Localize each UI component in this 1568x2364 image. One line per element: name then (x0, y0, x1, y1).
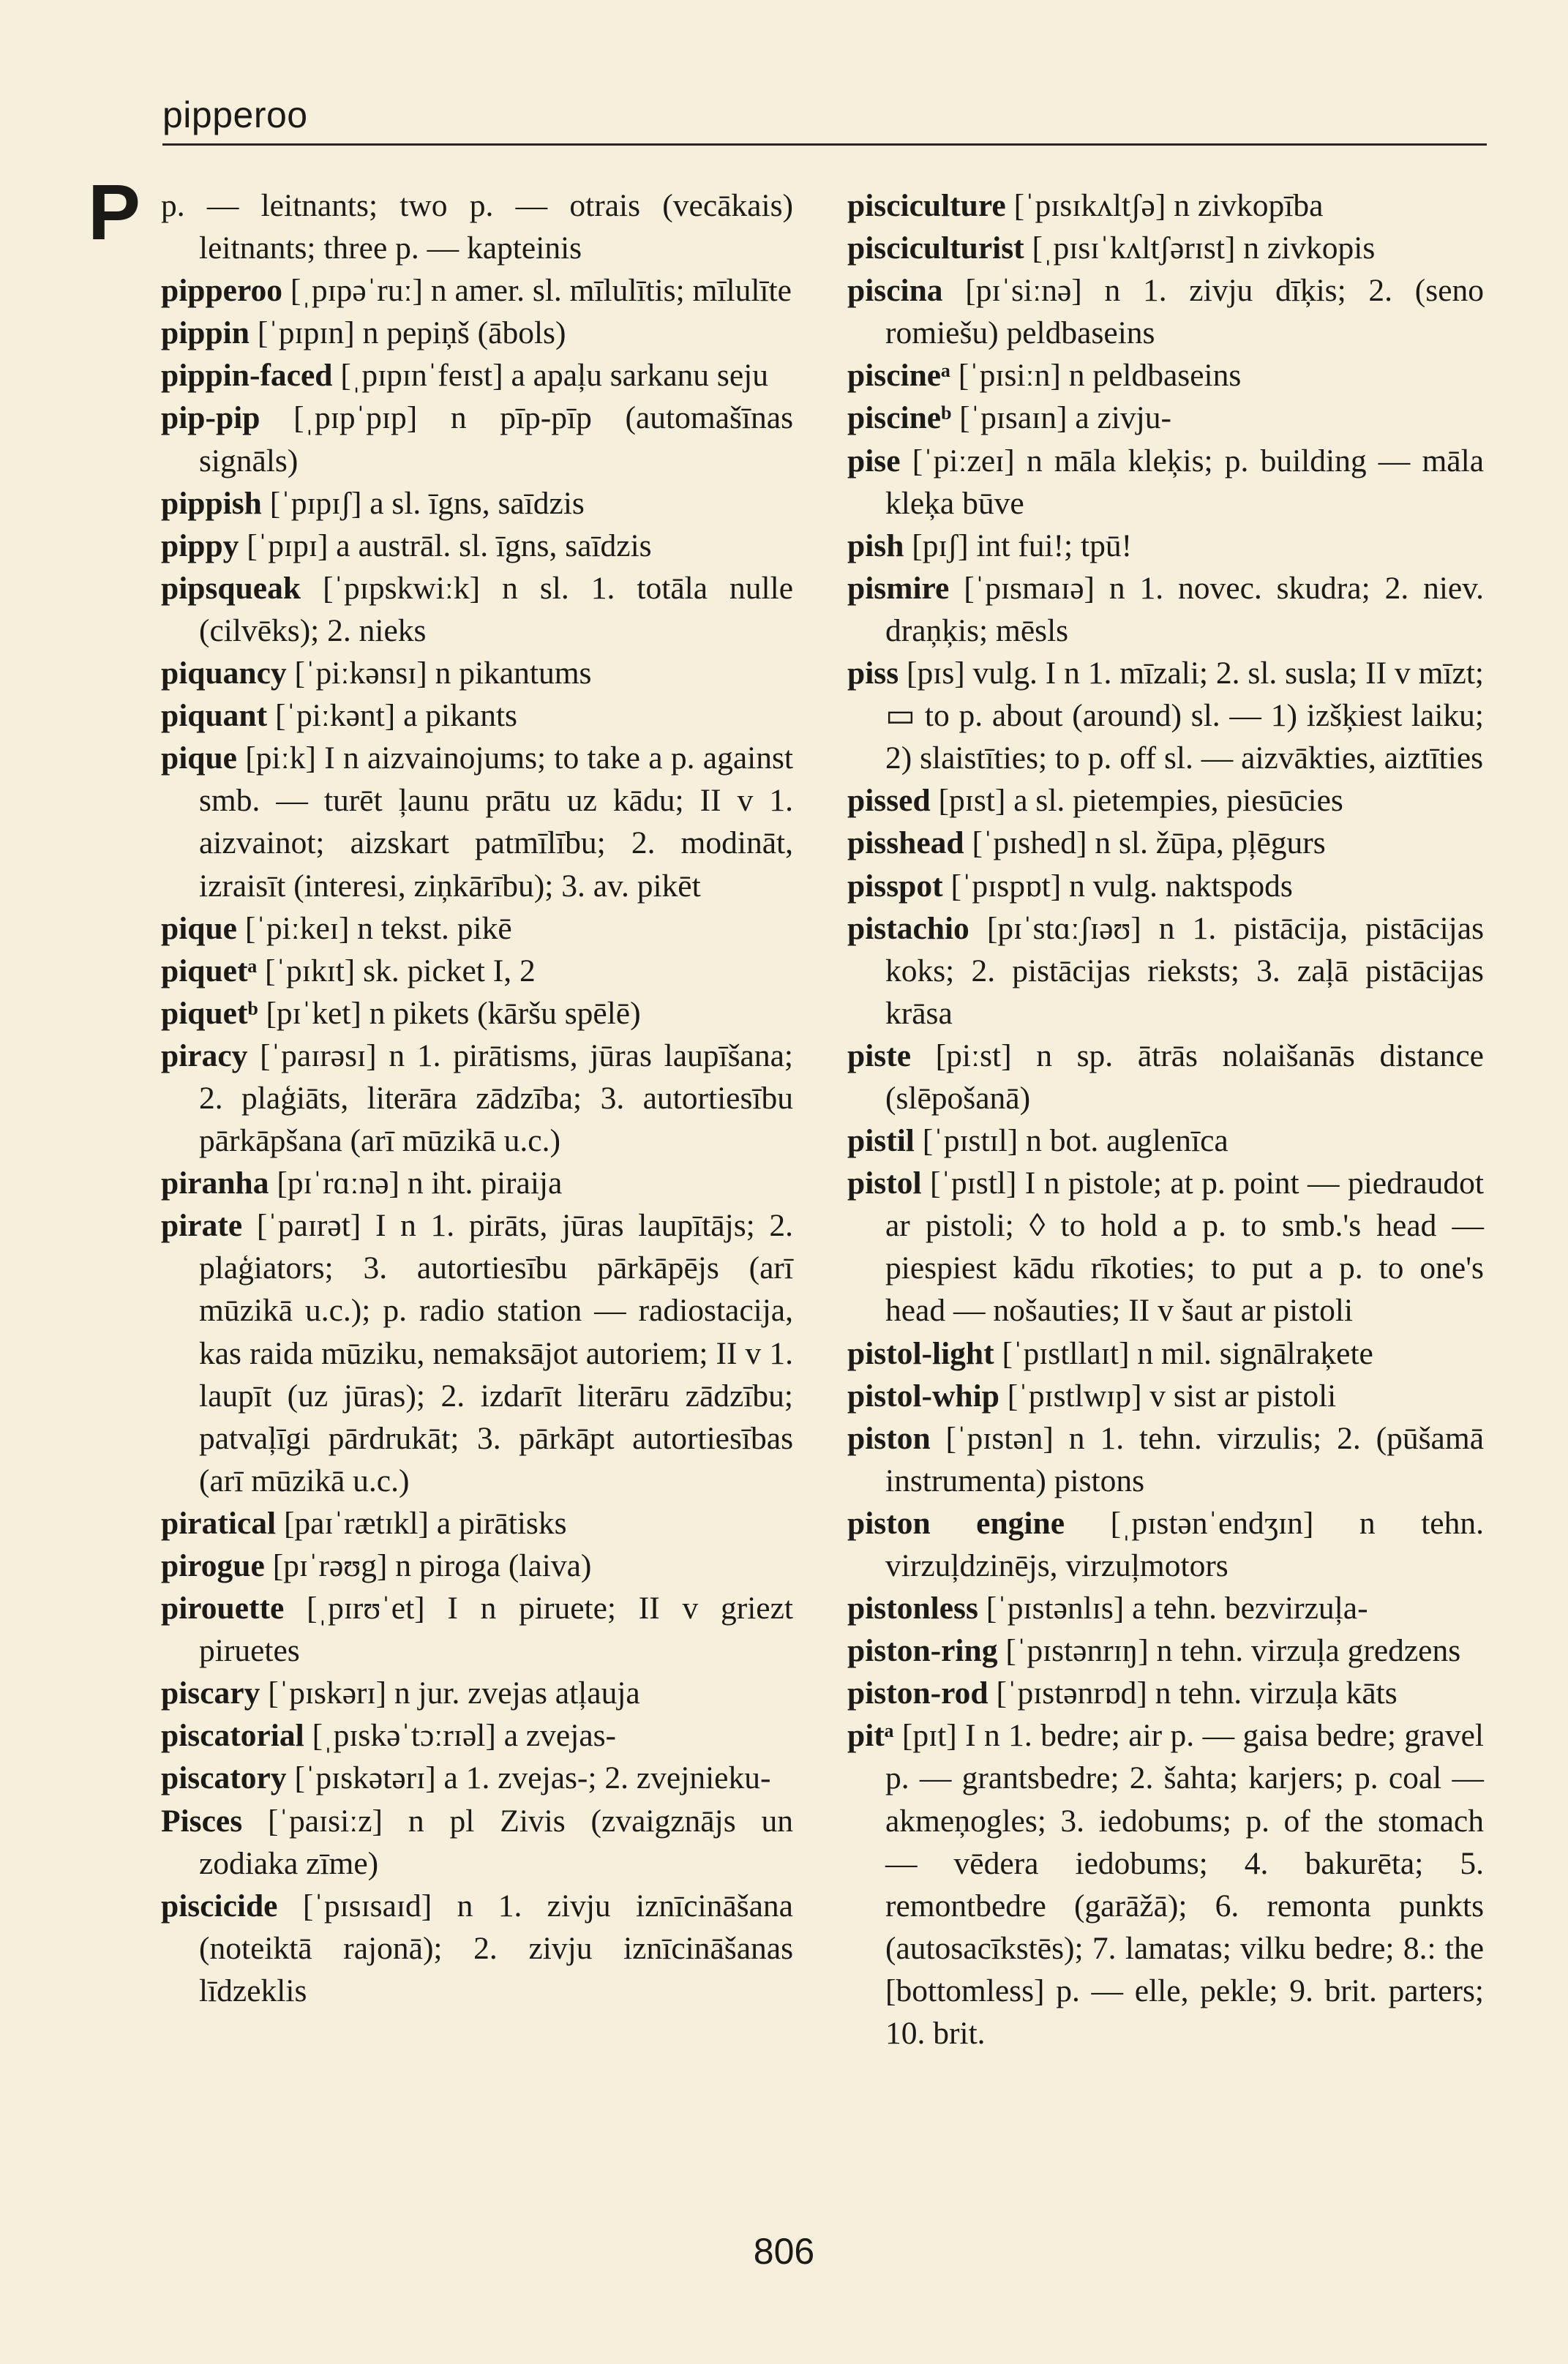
entry-headword: piscineᵇ (847, 400, 952, 436)
dictionary-entry (847, 1629, 1484, 1672)
entry-headword: piscineᵃ (847, 358, 950, 394)
entry-headword: Pisces (161, 1803, 243, 1839)
dictionary-entry (161, 1672, 793, 1714)
entry-definition: [ˈpɪpɪ] a austrāl. sl. īgns, saīdzis (247, 528, 652, 563)
dictionary-entry (161, 1162, 793, 1204)
entry-definition: [pɪˈsiːnə] n 1. zivju dīķis; 2. (seno romiešu) peldbaseins (885, 273, 1484, 351)
entry-definition: [pɪˈrəʊg] n piroga (laiva) (272, 1548, 592, 1583)
dictionary-entry (847, 865, 1484, 907)
entry-definition: [paɪˈrætɪkl] a pirātisks (283, 1505, 567, 1541)
dictionary-entry (161, 1757, 793, 1799)
entry-definition: [ˈpiːkənsɪ] n pikantums (294, 656, 592, 691)
entry-definition: [pɪt] I n 1. bedre; air p. — gaisa bedre; gravel p. — grantsbedre; 2. šahta; karjers; p. coal — akmeņogles; 3. iedobums; p. of the stomach — vēdera iedobums; 4. bakurēta; 5. remontbedre (garāžā); 6. remonta punkts (autosacīkstēs); 7. lamatas; vilku bedre; 8.: the [bottomless] p. — elle, pekle; 9. brit. parters; 10. brit. (885, 1718, 1485, 2052)
entry-definition: [ˈpɪstən] n 1. tehn. virzulis; 2. (pūšamā instrumenta) pistons (885, 1420, 1485, 1498)
entry-headword: pisspot (847, 868, 943, 904)
dictionary-entry (847, 1375, 1484, 1417)
dictionary-entry (161, 652, 793, 694)
dictionary-entry (161, 1502, 793, 1545)
entry-headword: piquant (161, 698, 268, 734)
dictionary-entry (161, 694, 793, 737)
entry-headword: pistil (847, 1123, 915, 1159)
dictionary-entry (161, 737, 793, 907)
dictionary-entry (161, 907, 793, 950)
dictionary-entry (161, 992, 793, 1035)
dictionary-entry (847, 269, 1484, 354)
left-column (161, 184, 793, 2012)
entry-definition: [ˌpɪpˈpɪp] n pīp-pīp (automašīnas signāls) (199, 400, 794, 479)
entry-definition: [ˈpɪkɪt] sk. picket I, 2 (265, 953, 536, 988)
dictionary-entry (161, 1714, 793, 1757)
entry-headword: piston-rod (847, 1676, 989, 1711)
dictionary-entry (847, 227, 1484, 269)
entry-headword: pipperoo (161, 273, 282, 309)
entry-definition: [ˈpiːkənt] a pikants (274, 698, 517, 734)
entry-definition: [pɪʃ] int fui!; tpū! (912, 528, 1133, 563)
entry-headword: pistol-whip (847, 1378, 999, 1414)
dictionary-entry (847, 525, 1484, 567)
dictionary-entry (161, 1204, 793, 1502)
dictionary-entry (161, 1545, 793, 1587)
dictionary-entry (161, 184, 793, 269)
entry-definition: [pɪˈket] n pikets (kāršu spēlē) (266, 995, 641, 1031)
entry-headword: piracy (161, 1037, 248, 1073)
dictionary-entry (161, 482, 793, 525)
dictionary-entry (847, 440, 1484, 525)
entry-definition: [ˈpɪsiːn] n peldbaseins (958, 358, 1242, 394)
entry-headword: pisciculturist (847, 230, 1024, 266)
entry-definition: [ˈpɪstənrɒd] n tehn. virzuļa kāts (996, 1676, 1398, 1711)
dictionary-entry (847, 1035, 1484, 1119)
entry-headword: pistonless (847, 1591, 978, 1626)
entry-definition: p. — leitnants; two p. — otrais (vecākais) leitnants; three p. — kapteinis (161, 188, 793, 266)
running-head: pipperoo (162, 94, 308, 135)
dictionary-entry (847, 1714, 1484, 2055)
entry-definition: [ˈpɪsmaɪə] n 1. novec. skudra; 2. niev. draņķis; mēsls (885, 570, 1485, 648)
dictionary-entry (847, 567, 1484, 652)
entry-definition: [ˈpɪstənrɪŋ] n tehn. virzuļa gredzens (1005, 1633, 1461, 1669)
entry-definition: [ˈpɪsaɪn] a zivju- (959, 400, 1171, 436)
entry-definition: [ˌpɪsɪˈkʌltʃərɪst] n zivkopis (1032, 230, 1376, 266)
entry-headword: pistol-light (847, 1335, 994, 1371)
dictionary-entry (161, 269, 793, 312)
entry-headword: piston engine (847, 1505, 1065, 1541)
dictionary-entry (161, 354, 793, 397)
page-number: 806 (753, 2231, 815, 2272)
entry-headword: piston-ring (847, 1633, 998, 1669)
entry-headword: pisciculture (847, 188, 1006, 223)
entry-headword: pippish (161, 485, 262, 521)
entry-headword: pippin-faced (161, 358, 333, 394)
entry-definition: [pɪˈrɑːnə] n iht. piraija (277, 1166, 563, 1201)
entry-headword: piranha (161, 1166, 269, 1201)
entry-definition: [ˈpɪstɪl] n bot. auglenīca (922, 1123, 1228, 1159)
entry-definition: [ˈpɪpɪn] n pepiņš (ābols) (257, 315, 566, 351)
dictionary-entry (161, 1885, 793, 2012)
entry-headword: piratical (161, 1505, 277, 1541)
dictionary-entry (161, 397, 793, 481)
entry-definition: [piːk] I n aizvainojums; to take a p. against smb. — turēt ļaunu prātu uz kādu; II v 1. aizvainot; aizskart patmīlību; 2. modināt, izraisīt (interesi, ziņkārību); 3. av. pikēt (199, 740, 793, 904)
dictionary-entry (847, 397, 1484, 439)
dictionary-entry (847, 354, 1484, 397)
entry-definition: [ˈpɪstlwɪp] v sist ar pistoli (1007, 1378, 1337, 1414)
entry-headword: pippy (161, 528, 239, 563)
entry-headword: piston (847, 1420, 931, 1456)
entry-definition: [ˈpɪshed] n sl. žūpa, pļēgurs (972, 825, 1326, 861)
entry-definition: [ˈpaɪrəsɪ] n 1. pirātisms, jūras laupīšana; 2. plaģiāts, literāra zādzība; 3. autortiesību pārkāpšana (arī mūzikā u.c.) (199, 1037, 794, 1159)
entry-headword: pitᵃ (847, 1718, 894, 1754)
dictionary-entry (847, 1332, 1484, 1375)
dictionary-entry (847, 1162, 1484, 1332)
header-rule (162, 143, 1487, 146)
dictionary-entry (847, 822, 1484, 864)
entry-headword: pip-pip (161, 400, 260, 436)
entry-definition: [ˌpɪstənˈendʒɪn] n tehn. virzuļdzinējs, virzuļmotors (885, 1505, 1484, 1583)
entry-headword: pise (847, 443, 901, 479)
entry-definition: [ˌpɪpəˈruː] n amer. sl. mīlulītis; mīlulīte (290, 273, 792, 309)
entry-headword: pistachio (847, 910, 969, 946)
right-column (847, 184, 1484, 2055)
entry-headword: pirate (161, 1208, 243, 1244)
entry-definition: [ˈpɪpskwiːk] n sl. 1. totāla nulle (cilvēks); 2. nieks (199, 570, 793, 648)
dictionary-entry (161, 567, 793, 652)
dictionary-entry (847, 907, 1484, 1035)
entry-definition: [ˈpɪsɪkʌltʃə] n zivkopība (1013, 188, 1324, 223)
entry-headword: pippin (161, 315, 250, 351)
entry-headword: piscatorial (161, 1718, 304, 1754)
dictionary-entry (847, 1672, 1484, 1714)
entry-definition: [ˈpɪsɪsaɪd] n 1. zivju iznīcināšana (noteiktā rajonā); 2. zivju iznīcināšanas līdzeklis (199, 1888, 793, 2008)
entry-headword: pirouette (161, 1591, 285, 1626)
entry-definition: [ˌpɪskəˈtɔːrɪəl] a zvejas- (312, 1718, 617, 1754)
entry-headword: piscary (161, 1676, 260, 1711)
entry-definition: [pɪs] vulg. I n 1. mīzali; 2. sl. susla; II v mīzt; ▭ to p. about (around) sl. — 1) izšķiest laiku; 2) slaistīties; to p. off sl. — aizvākties, aiztīties (885, 656, 1485, 776)
entry-definition: [pɪst] a sl. pietempies, piesūcies (938, 783, 1343, 819)
dictionary-entry (161, 525, 793, 567)
entry-definition: [ˈpɪstllaɪt] n mil. signālraķete (1002, 1335, 1373, 1371)
entry-headword: piscina (847, 273, 943, 309)
entry-headword: piscicide (161, 1888, 278, 1924)
entry-headword: piste (847, 1037, 911, 1073)
entry-definition: [pɪˈstɑːʃɪəʊ] n 1. pistācija, pistācijas koks; 2. pistācijas rieksts; 3. zaļā pistācijas krāsa (885, 910, 1485, 1031)
entry-headword: pique (161, 910, 237, 946)
entry-headword: piquancy (161, 656, 287, 691)
dictionary-entry (161, 312, 793, 354)
section-letter: P (88, 168, 141, 256)
dictionary-entry (847, 652, 1484, 779)
entry-definition: [ˈpɪskərɪ] n jur. zvejas atļauja (268, 1676, 640, 1711)
dictionary-entry (847, 1119, 1484, 1162)
entry-definition: [piːst] n sp. ātrās nolaišanās distance (slēpošanā) (885, 1037, 1484, 1116)
entry-headword: piquetᵃ (161, 953, 258, 988)
entry-headword: pistol (847, 1166, 922, 1201)
entry-definition: [ˈpɪskətərɪ] a 1. zvejas-; 2. zvejnieku- (294, 1760, 771, 1796)
dictionary-entry (847, 779, 1484, 822)
entry-headword: pirogue (161, 1548, 265, 1583)
dictionary-entry (161, 950, 793, 992)
dictionary-entry (161, 1587, 793, 1672)
dictionary-entry (847, 184, 1484, 227)
entry-headword: pissed (847, 783, 931, 819)
entry-headword: pipsqueak (161, 570, 301, 606)
entry-headword: piss (847, 656, 899, 691)
entry-definition: [ˈpiːkeɪ] n tekst. pikē (244, 910, 512, 946)
entry-definition: [ˌpɪpɪnˈfeɪst] a apaļu sarkanu seju (340, 358, 768, 394)
entry-headword: pish (847, 528, 904, 563)
entry-definition: [ˈpaɪsiːz] n pl Zivis (zvaigznājs un zodiaka zīme) (199, 1803, 793, 1881)
entry-headword: pismire (847, 570, 950, 606)
dictionary-entry (847, 1417, 1484, 1502)
dictionary-entry (161, 1800, 793, 1885)
entry-definition: [ˈpiːzeɪ] n māla kleķis; p. building — māla kleķa būve (885, 443, 1485, 521)
entry-headword: pique (161, 740, 237, 776)
entry-headword: piquetᵇ (161, 995, 258, 1031)
dictionary-entry (161, 1035, 793, 1162)
entry-definition: [ˈpɪspɒt] n vulg. naktspods (950, 868, 1293, 904)
entry-definition: [ˈpaɪrət] I n 1. pirāts, jūras laupītājs; 2. plaģiators; 3. autortiesību pārkāpējs (arī mūzikā u.c.); p. radio station — radiostacija, kas raida mūziku, nemaksājot autoriem; II v 1. laupīt (uz jūras); 2. izdarīt literāru zādzību; patvaļīgi pārdrukāt; 3. pārkāpt autortiesības (arī mūzikā u.c.) (199, 1208, 794, 1498)
entry-headword: pisshead (847, 825, 964, 861)
entry-definition: [ˈpɪstl] I n pistole; at p. point — piedraudot ar pistoli; ◊ to hold a p. to smb.'s head — piespiest kādu rīkoties; to put a p. to one's head — nošauties; II v šaut ar pistoli (885, 1166, 1484, 1329)
entry-definition: [ˈpɪstənlɪs] a tehn. bezvirzuļa- (986, 1591, 1368, 1626)
entry-headword: piscatory (161, 1760, 287, 1796)
entry-definition: [ˈpɪpɪʃ] a sl. īgns, saīdzis (269, 485, 585, 521)
dictionary-entry (847, 1587, 1484, 1629)
entry-definition: [ˌpɪrʊˈet] I n piruete; II v griezt piruetes (199, 1591, 794, 1669)
dictionary-entry (847, 1502, 1484, 1587)
